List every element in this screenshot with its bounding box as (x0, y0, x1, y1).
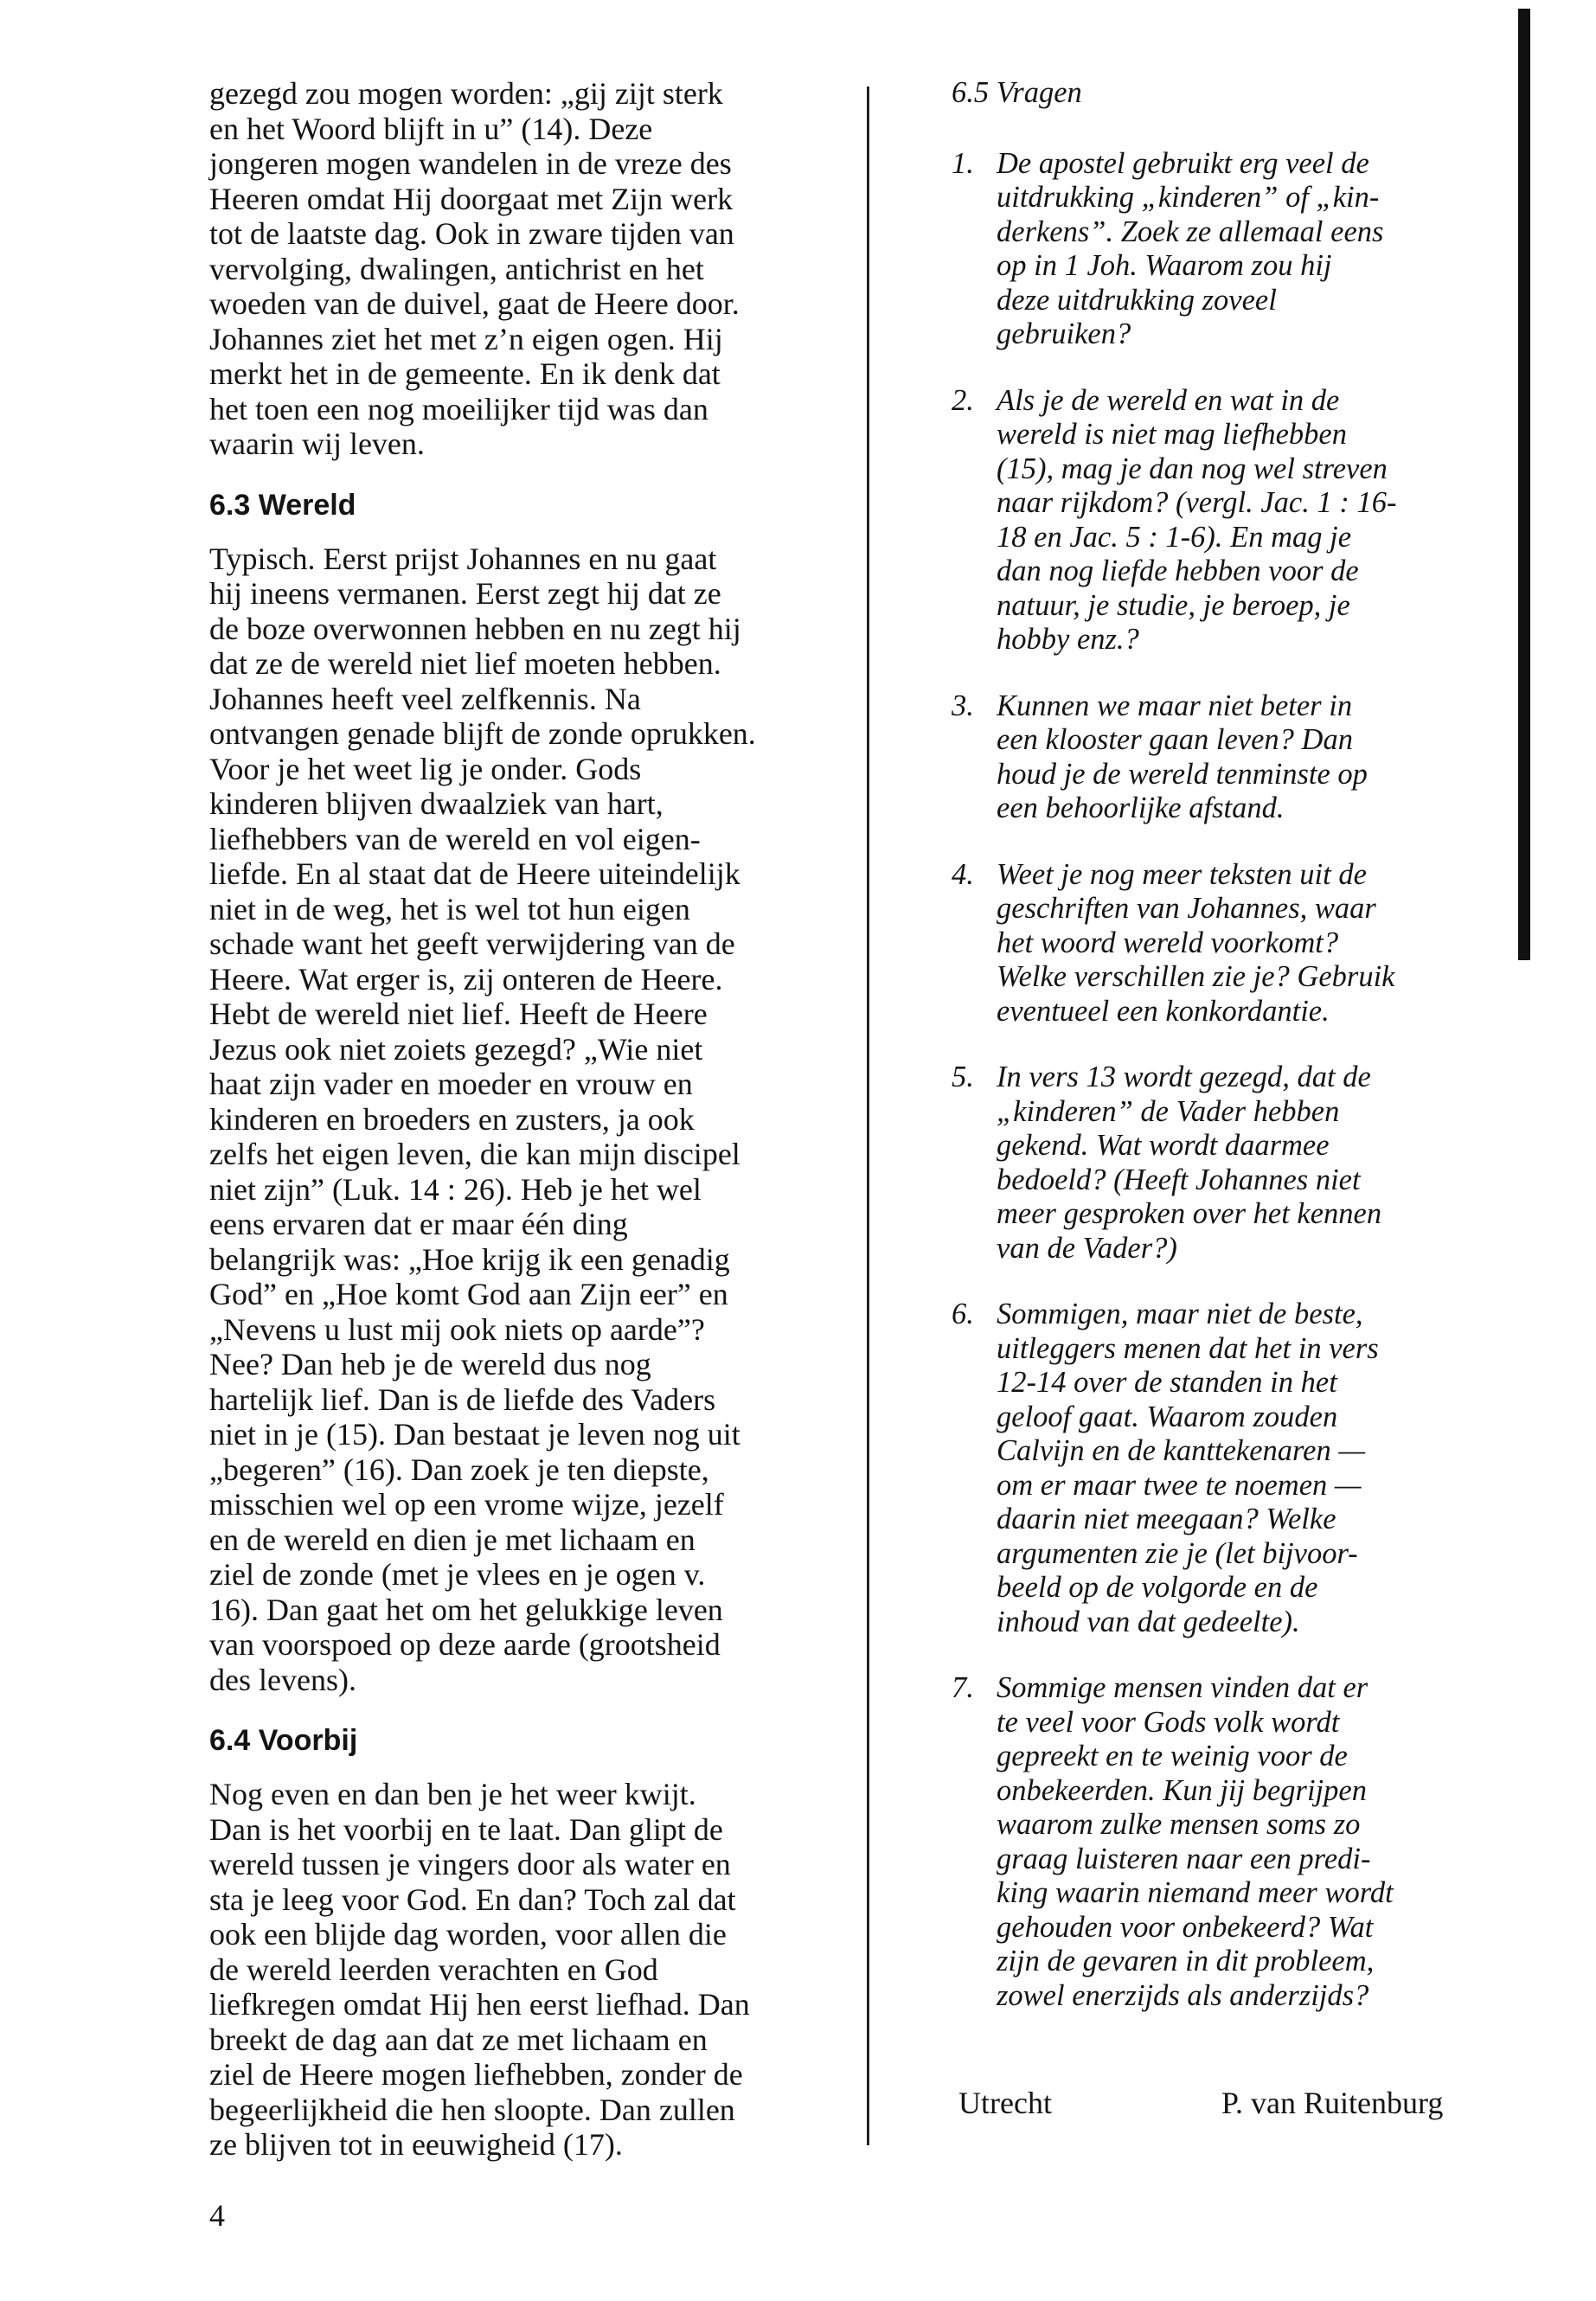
question-item (952, 1671, 1488, 2013)
questions-heading: 6.5 Vragen (952, 76, 1082, 109)
signature-place: Utrecht (958, 2086, 1052, 2120)
section-body-voorbij: Nog even en dan ben je het weer kwijt. Dan is het voorbij en te laat. Dan glipt de wereld tussen je vingers door als water en sta je leeg voor God. En dan? Toch zal dat ook een blijde dag worden, voor allen die de wereld leerden verachten en God liefkregen omdat Hij hen eerst liefhad. Dan breekt de dag aan dat ze met lichaam en ziel de Heere mogen liefhebben, zonder de begeerlijkheid die hen sloopte. Dan zullen ze blijven tot in eeuwigheid (17). (209, 1777, 750, 2162)
question-item (952, 147, 1488, 352)
question-item (952, 384, 1488, 657)
question-text: Sommigen, maar niet de beste, uitleggers menen dat het in vers 12-14 over de standen in het geloof gaat. Waarom zouden Calvijn en de kanttekenaren — om er maar twee te noemen — daarin niet meegaan? Welke argumenten zie je (let bijvoor- beeld op de volgorde en de inhoud van dat gedeelte). (997, 1298, 1379, 1638)
question-text: Kunnen we maar niet beter in een klooster gaan leven? Dan houd je de wereld tenminste op een behoorlijke afstand. (997, 689, 1368, 824)
question-item (952, 1061, 1488, 1266)
question-number: 3. (952, 689, 974, 722)
question-item (952, 689, 1488, 826)
question-number: 4. (952, 857, 974, 891)
question-number: 1. (952, 146, 974, 180)
question-number: 5. (952, 1061, 974, 1093)
question-text: De apostel gebruikt erg veel de uitdrukking „kinderen” of „kin- derkens”. Zoek ze allemaal eens op in 1 Joh. Waarom zou hij deze uitdrukking zoveel gebruiken? (997, 146, 1384, 350)
scan-edge-bar (1518, 9, 1530, 960)
page-number: 4 (209, 2198, 225, 2233)
question-item (952, 1298, 1488, 1639)
question-text: Als je de wereld en wat in de wereld is niet mag liefhebben (15), mag je dan nog wel streven naar rijkdom? (vergl. Jac. 1 : 16- 18 en Jac. 5 : 1-6). En mag je dan nog liefde hebben voor de natuur, je studie, je beroep, je hobby enz.? (997, 383, 1397, 656)
question-number: 6. (952, 1298, 974, 1330)
question-number: 7. (952, 1671, 974, 1704)
intro-paragraph: gezegd zou mogen worden: „gij zijt sterk en het Woord blijft in u” (14). Deze jongeren mogen wandelen in de vreze des Heeren omdat Hij doorgaat met Zijn werk tot de laatste dag. Ook in zware tijden van vervolging, dwalingen, antichrist en het woeden van de duivel, gaat de Heere door. Johannes ziet het met z’n eigen ogen. Hij merkt het in de gemeente. En ik denk dat het toen een nog moeilijker tijd was dan waarin wij leven. (209, 76, 740, 461)
questions-list (952, 147, 1488, 2014)
question-text: In vers 13 wordt gezegd, dat de „kinderen” de Vader hebben gekend. Wat wordt daarmee bedoeld? (Heeft Johannes niet meer gesproken over het kennen van de Vader?) (997, 1061, 1382, 1265)
section-heading-voorbij: 6.4 Voorbij (209, 1724, 358, 1757)
question-text: Weet je nog meer teksten uit de geschriften van Johannes, waar het woord wereld voorkomt? Welke verschillen zie je? Gebruik eventueel een konkordantie. (997, 857, 1395, 1028)
signature-author: P. van Ruitenburg (1221, 2086, 1444, 2120)
section-body-wereld: Typisch. Eerst prijst Johannes en nu gaat hij ineens vermanen. Eerst zegt hij dat ze de boze overwonnen hebben en nu zegt hij dat ze de wereld niet lief moeten hebben. Johannes heeft veel zelfkennis. Na ontvangen genade blijft de zonde oprukken. Voor je het weet lig je onder. Gods kinderen blijven dwaalziek van hart, liefhebbers van de wereld en vol eigen- liefde. En al staat dat de Heere uiteindelijk niet in de weg, het is wel tot hun eigen schade want het geeft verwijdering van de Heere. Wat erger is, zij onteren de Heere. Hebt de wereld niet lief. Heeft de Heere Jezus ook niet zoiets gezegd? „Wie niet haat zijn vader en moeder en vrouw en kinderen en broeders en zusters, ja ook zelfs het eigen leven, die kan mijn discipel niet zijn” (Luk. 14 : 26). Heb je het wel eens ervaren dat er maar één ding belangrijk was: „Hoe krijg ik een genadig God” en „Hoe komt God aan Zijn eer” en „Nevens u lust mij ook niets op aarde”? Nee? Dan heb je de wereld dus nog hartelijk lief. Dan is de liefde des Vaders niet in je (15). Dan bestaat je leven nog uit „begeren” (16). Dan zoek je ten diepste, misschien wel op een vrome wijze, jezelf en de wereld en dien je met lichaam en ziel de zonde (met je vlees en je ogen v. 16). Dan gaat het om het gelukkige leven van voorspoed op deze aarde (grootsheid des levens). (209, 541, 756, 1697)
question-text: Sommige mensen vinden dat er te veel voor Gods volk wordt gepreekt en te weinig voor de onbekeerden. Kun jij begrijpen waarom zulke mensen soms zo graag luisteren naar een predi- king waarin niemand meer wordt gehouden voor onbekeerd? Wat zijn de gevaren in dit probleem, zowel enerzijds als anderzijds? (997, 1671, 1394, 2012)
left-column (209, 76, 848, 2163)
section-heading-wereld: 6.3 Wereld (209, 488, 356, 522)
column-divider (867, 87, 869, 2145)
question-item (952, 858, 1488, 1029)
question-number: 2. (952, 383, 974, 417)
right-column (952, 76, 1488, 2045)
